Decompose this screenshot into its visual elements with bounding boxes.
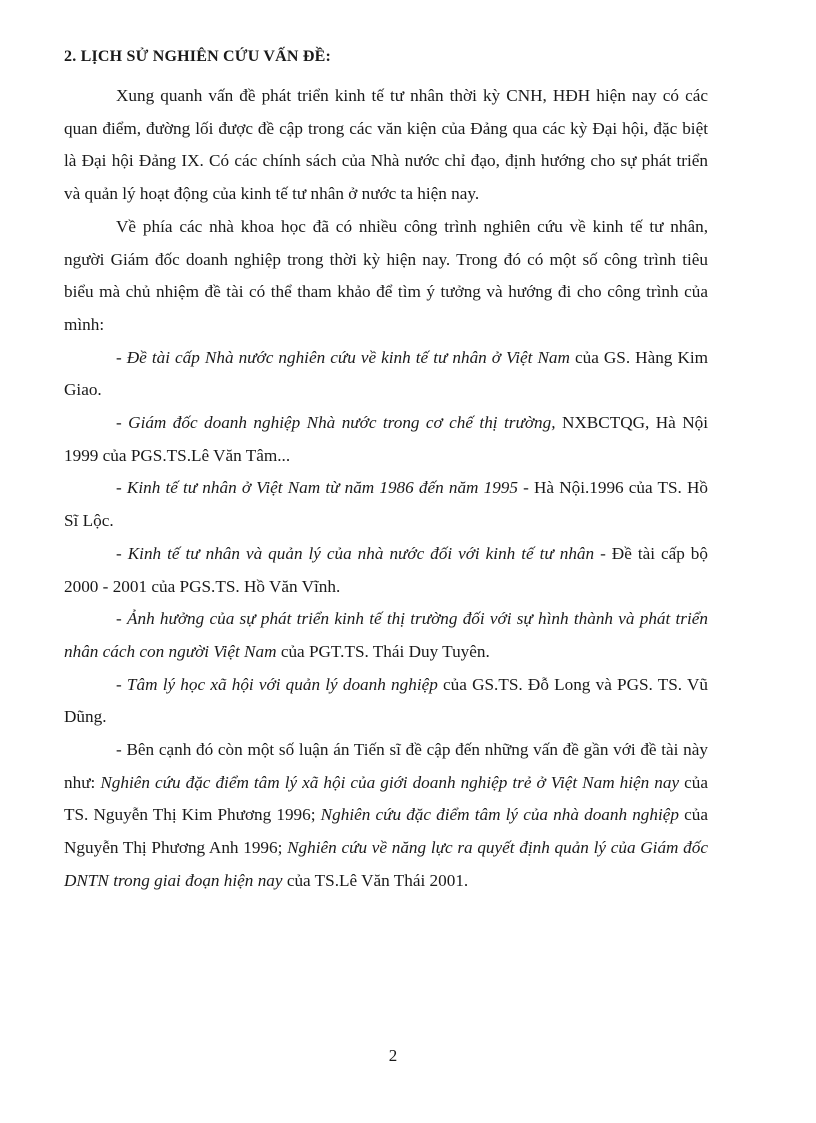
- reference-item: [64, 669, 708, 734]
- reference-title: - Giám đốc doanh nghiệp Nhà nước trong cơ chế thị trường,: [116, 413, 556, 433]
- reference-title: - Kinh tế tư nhân ở Việt Nam từ năm 1986 đến năm 1995: [116, 478, 518, 498]
- reference-item: [64, 472, 708, 537]
- dissertation-title: Nghiên cứu đặc điểm tâm lý xã hội của giới doanh nghiệp trẻ ở Việt Nam hiện nay: [100, 772, 680, 792]
- body-text: [64, 80, 708, 898]
- dissertation-title: Nghiên cứu về năng lực ra quyết định quản lý của Giám đốc DNTN trong giai đoạn hiện nay: [64, 838, 708, 890]
- reference-item: [64, 407, 708, 472]
- reference-author: của PGT.TS. Thái Duy Tuyên.: [276, 641, 490, 661]
- page-number: 2: [388, 1046, 398, 1065]
- dissertation-author: của Nguyễn Thị Phương Anh 1996;: [64, 805, 708, 858]
- paragraph-research-intro: Về phía các nhà khoa học đã có nhiều công trình nghiên cứu về kinh tế tư nhân, người Giám đốc doanh nghiệp trong thời kỳ hiện nay. Trong đó có một số công trình tiêu biểu mà chủ nhiệm đề tài có thể tham khảo để tìm ý tưởng và hướng đi cho công trình của mình:: [64, 216, 708, 334]
- reference-title: - Kinh tế tư nhân và quản lý của nhà nước đối với kinh tế tư nhân: [116, 543, 595, 563]
- dissertations-paragraph: [64, 734, 708, 898]
- dissertations-intro: - Bên cạnh đó còn một số luận án Tiến sĩ đề cập đến những vấn đề gần với đề tài này như:: [64, 740, 708, 792]
- reference-title: - Tâm lý học xã hội với quản lý doanh nghiệp: [116, 674, 438, 694]
- reference-title: - Đề tài cấp Nhà nước nghiên cứu về kinh tế tư nhân ở Việt Nam: [116, 347, 570, 367]
- reference-item: [64, 603, 708, 668]
- reference-author: của GS.TS. Đỗ Long và PGS. TS. Vũ Dũng.: [64, 674, 708, 727]
- dissertation-author: của TS.Lê Văn Thái 2001.: [282, 870, 469, 890]
- reference-author: - Hà Nội.1996 của TS. Hồ Sĩ Lộc.: [64, 478, 708, 531]
- reference-title: - Ảnh hưởng của sự phát triển kinh tế thị trường đối với sự hình thành và phát triển nhân cách con người Việt Nam: [64, 609, 708, 661]
- dissertation-title: Nghiên cứu đặc điểm tâm lý của nhà doanh nghiệp: [320, 805, 679, 825]
- section-heading: 2. LỊCH SỬ NGHIÊN CỨU VẤN ĐỀ:: [64, 48, 332, 65]
- reference-author: NXBCTQG, Hà Nội 1999 của PGS.TS.Lê Văn Tâm...: [64, 413, 708, 465]
- reference-item: [64, 538, 708, 603]
- paragraph-context: Xung quanh vấn đề phát triển kinh tế tư nhân thời kỳ CNH, HĐH hiện nay có các quan điểm, đường lối được đề cập trong các văn kiện của Đảng qua các kỳ Đại hội, đặc biệt là Đại hội Đảng IX. Có các chính sách của Nhà nước chỉ đạo, định hướng cho sự phát triển và quản lý hoạt động của kinh tế tư nhân ở nước ta hiện nay.: [64, 86, 708, 204]
- reference-item: [64, 342, 708, 407]
- dissertation-author: của TS. Nguyễn Thị Kim Phương 1996;: [64, 772, 708, 825]
- reference-author: của GS. Hàng Kim Giao.: [64, 347, 708, 400]
- reference-author: - Đề tài cấp bộ 2000 - 2001 của PGS.TS. Hồ Văn Vĩnh.: [64, 543, 708, 596]
